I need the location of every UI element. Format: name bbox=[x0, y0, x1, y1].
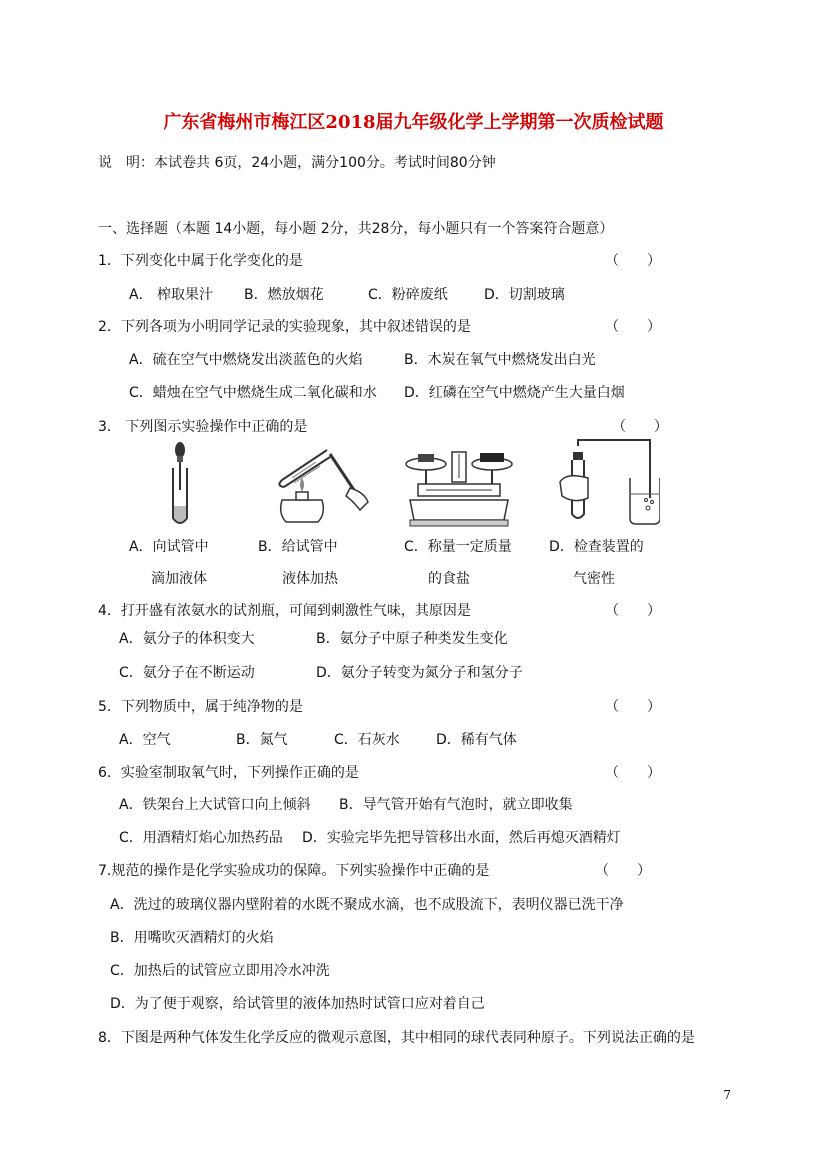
option: C．用酒精灯焰心加热药品 bbox=[119, 830, 283, 846]
option: A．硫在空气中燃烧发出淡蓝色的火焰 bbox=[129, 352, 363, 368]
answer-paren: （ ） bbox=[605, 253, 661, 269]
option: A．洗过的玻璃仪器内壁附着的水既不聚成水滴，也不成股流下，表明仪器已洗干净 bbox=[110, 897, 624, 913]
answer-paren: （ ） bbox=[605, 603, 661, 619]
figure-caption: 滴加液体 bbox=[151, 571, 207, 587]
question-7-stem: 7.规范的操作是化学实验成功的保障。下列实验操作中正确的是 bbox=[98, 863, 490, 879]
question-8-stem: 8．下图是两种气体发生化学反应的微观示意图，其中相同的球代表同种原子。下列说法正确的是 bbox=[98, 1030, 695, 1046]
answer-paren: （ ） bbox=[605, 319, 661, 335]
option: C．粉碎废纸 bbox=[368, 287, 448, 303]
option: D．稀有气体 bbox=[436, 732, 517, 748]
answer-paren: （ ） bbox=[605, 765, 661, 781]
question-5-stem: 5．下列物质中，属于纯净物的是 bbox=[98, 699, 303, 715]
heating-test-tube-figure bbox=[272, 440, 376, 530]
dropper-test-tube-figure bbox=[160, 440, 200, 530]
option: D．切割玻璃 bbox=[484, 287, 565, 303]
option: B．用嘴吹灭酒精灯的火焰 bbox=[110, 930, 274, 946]
option: B．氨分子中原子种类发生变化 bbox=[316, 631, 508, 647]
option: D．红磷在空气中燃烧产生大量白烟 bbox=[404, 385, 625, 401]
figure-caption: 气密性 bbox=[573, 571, 615, 587]
figure-caption: D．检查装置的 bbox=[549, 539, 644, 555]
answer-paren: （ ） bbox=[605, 699, 661, 715]
option: A．铁架台上大试管口向上倾斜 bbox=[119, 797, 311, 813]
option: B．木炭在氧气中燃烧发出白光 bbox=[404, 352, 596, 368]
option: B．导气管开始有气泡时，就立即收集 bbox=[339, 797, 573, 813]
figure-caption: B．给试管中 bbox=[258, 539, 338, 555]
option: C．石灰水 bbox=[334, 732, 400, 748]
option: A． 榨取果汁 bbox=[129, 287, 214, 303]
balance-figure bbox=[404, 444, 514, 530]
figure-caption: A．向试管中 bbox=[129, 539, 209, 555]
page-number: 7 bbox=[723, 1088, 731, 1102]
question-3-stem: 3． 下列图示实验操作中正确的是 bbox=[98, 419, 308, 435]
figure-caption: C．称量一定质量 bbox=[404, 539, 512, 555]
option: B．氮气 bbox=[236, 732, 288, 748]
question-6-stem: 6．实验室制取氧气时，下列操作正确的是 bbox=[98, 765, 359, 781]
option: D．实验完毕先把导管移出水面，然后再熄灭酒精灯 bbox=[302, 830, 621, 846]
exam-title: 广东省梅州市梅江区2018届九年级化学上学期第一次质检试题 bbox=[163, 112, 664, 133]
option: A．氨分子的体积变大 bbox=[119, 631, 255, 647]
section-heading: 一、选择题（本题 14小题，每小题 2分，共28分，每小题只有一个答案符合题意） bbox=[98, 221, 614, 237]
question-2-stem: 2．下列各项为小明同学记录的实验现象，其中叙述错误的是 bbox=[98, 319, 471, 335]
exam-note: 说 明：本试卷共 6页，24小题，满分100分。考试时间80分钟 bbox=[98, 155, 496, 171]
option: C．氨分子在不断运动 bbox=[119, 665, 255, 681]
answer-paren: （ ） bbox=[612, 419, 668, 435]
figure-caption: 液体加热 bbox=[282, 571, 338, 587]
option: A．空气 bbox=[119, 732, 171, 748]
option: B．燃放烟花 bbox=[244, 287, 324, 303]
question-1-stem: 1．下列变化中属于化学变化的是 bbox=[98, 253, 303, 269]
answer-paren: （ ） bbox=[595, 863, 651, 879]
airtightness-figure bbox=[554, 438, 660, 530]
option: D．氨分子转变为氮分子和氢分子 bbox=[316, 665, 523, 681]
option: D．为了便于观察，给试管里的液体加热时试管口应对着自己 bbox=[110, 996, 485, 1012]
option: C．蜡烛在空气中燃烧生成二氧化碳和水 bbox=[129, 385, 377, 401]
question-4-stem: 4．打开盛有浓氨水的试剂瓶，可闻到刺激性气味，其原因是 bbox=[98, 603, 471, 619]
figure-caption: 的食盐 bbox=[428, 571, 470, 587]
option: C．加热后的试管应立即用冷水冲洗 bbox=[110, 963, 330, 979]
